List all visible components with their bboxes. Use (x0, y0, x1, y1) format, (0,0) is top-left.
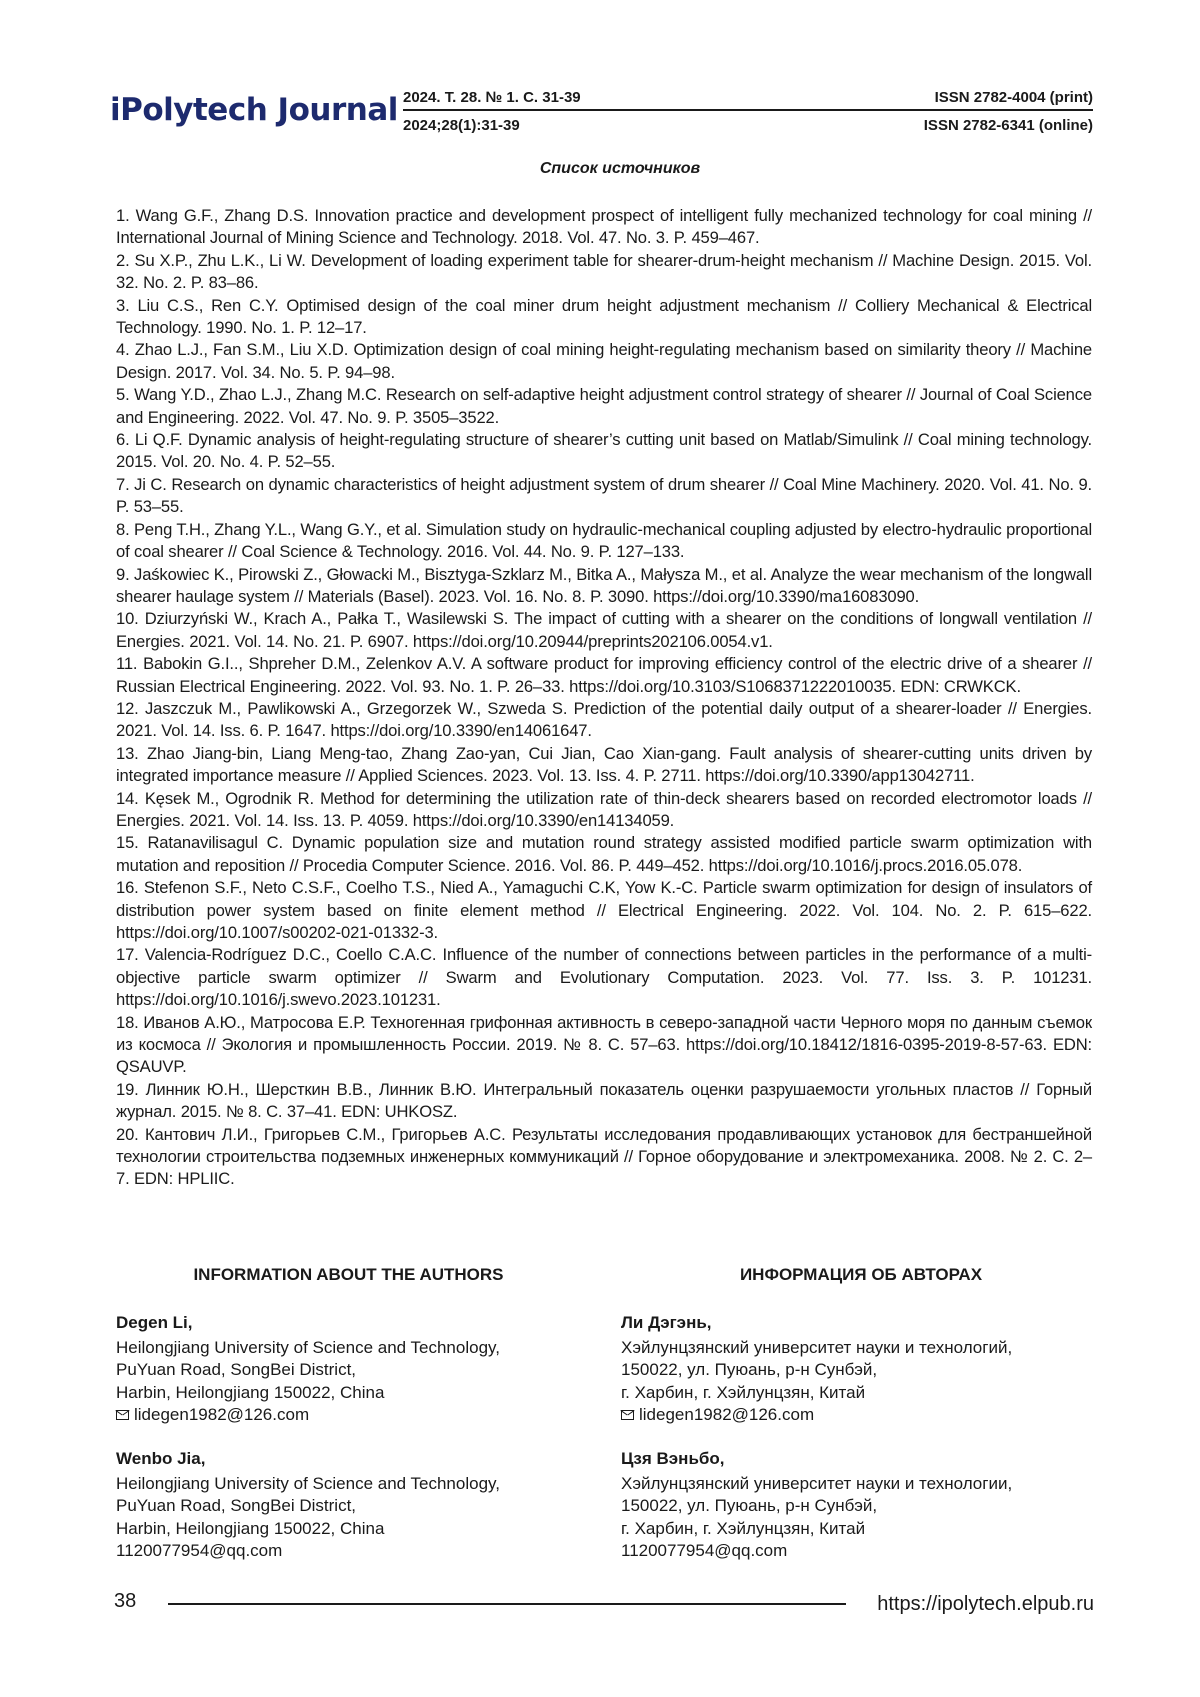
reference-item: 8. Peng T.H., Zhang Y.L., Wang G.Y., et al. Simulation study on hydraulic-mechanical coupling adjusted by electro-hydraulic proportional of coal shearer // Coal Science & Technology. 2016. Vol. 44. No. 9. P. 127–133. (116, 519, 1092, 562)
mail-icon (621, 1410, 634, 1420)
author-name: Ли Дэгэнь, (621, 1313, 712, 1333)
reference-item: 19. Линник Ю.Н., Шерсткин В.В., Линник В.Ю. Интегральный показатель оценки разрушаемости угольных пластов // Горный журнал. 2015. № 8. С. 37–41. EDN: UHKOSZ. (116, 1079, 1092, 1122)
authors-en-title: INFORMATION ABOUT THE AUTHORS (193, 1265, 504, 1284)
author-address: 150022, ул. Пуюань, р-н Сунбэй, (621, 1360, 878, 1380)
author-affiliation: Heilongjiang University of Science and Technology, (116, 1337, 500, 1357)
author-city: Harbin, Heilongjiang 150022, China (116, 1382, 385, 1402)
issn-print: ISSN 2782-4004 (print) (934, 89, 1093, 106)
author-card (116, 1448, 556, 1562)
author-address: 150022, ул. Пуюань, р-н Сунбэй, (621, 1496, 878, 1516)
reference-item: 10. Dziurzyński W., Krach A., Pałka T., Wasilewski S. The impact of cutting with a shearer on the conditions of longwall ventilation // Energies. 2021. Vol. 14. No. 21. P. 6907. https://doi.org/10.20944/preprints202106.0054.v1. (116, 609, 1092, 651)
author-affiliation: Хэйлунцзянский университет науки и технологии, (621, 1473, 1013, 1493)
journal-url[interactable]: https://ipolytech.elpub.ru (877, 1593, 1094, 1615)
references-title: Список источников (539, 160, 701, 177)
reference-item: 1. Wang G.F., Zhang D.S. Innovation practice and development prospect of intelligent fully mechanized technology for coal mining // International Journal of Mining Science and Technology. 2018. Vol. 47. No. 3. P. 459–467. (116, 206, 1092, 248)
header-divider (403, 109, 1093, 111)
reference-item: 2. Su X.P., Zhu L.K., Li W. Development of loading experiment table for shearer-drum-height mechanism // Machine Design. 2015. Vol. 32. No. 2. P. 83–86. (116, 250, 1092, 293)
reference-list (116, 205, 1092, 1191)
reference-item: 12. Jaszczuk M., Pawlikowski A., Grzegorzek W., Szweda S. Prediction of the potential daily output of a shearer-loader // Energies. 2021. Vol. 14. Iss. 6. P. 1647. https://doi.org/10.3390/en14061647. (116, 698, 1092, 741)
author-address: PuYuan Road, SongBei District, (116, 1360, 357, 1380)
reference-item: 16. Stefenon S.F., Neto C.S.F., Coelho T.S., Nied A., Yamaguchi C.K, Yow K.-C. Particle swarm optimization for design of insulators of distribution power system based on finite element method // Electrical Engineering. 2022. Vol. 104. No. 2. P. 615–622. https://doi.org/10.1007/s00202-021-01332-3. (116, 878, 1092, 942)
issn-online: ISSN 2782-6341 (online) (923, 117, 1093, 134)
author-city: Harbin, Heilongjiang 150022, China (116, 1518, 385, 1538)
author-affiliation: Хэйлунцзянский университет науки и технологий, (621, 1337, 1013, 1357)
reference-item: 5. Wang Y.D., Zhao L.J., Zhang M.C. Research on self-adaptive height adjustment control strategy of shearer // Journal of Coal Science and Engineering. 2022. Vol. 47. No. 9. P. 3505–3522. (116, 385, 1092, 427)
author-email[interactable]: lidegen1982@126.com (639, 1405, 815, 1425)
author-email[interactable]: 1120077954@qq.com (116, 1541, 283, 1561)
author-email-row (621, 1404, 1061, 1426)
reference-item: 14. Kęsek M., Ogrodnik R. Method for determining the utilization rate of thin-deck shearers based on recorded electromotor loads // Energies. 2021. Vol. 14. Iss. 13. P. 4059. https://doi.org/10.3390/en14134059. (116, 788, 1092, 830)
page-number: 38 (114, 1590, 137, 1612)
author-city: г. Харбин, г. Хэйлунцзян, Китай (621, 1518, 866, 1538)
reference-item: 17. Valencia-Rodríguez D.C., Coello C.A.C. Influence of the number of connections between particles in the performance of a multi-objective particle swarm optimizer // Swarm and Evolutionary Computation. 2023. Vol. 77. Iss. 3. P. 101231. https://doi.org/10.1016/j.swevo.2023.101231. (116, 945, 1092, 1010)
author-affiliation: Heilongjiang University of Science and Technology, (116, 1473, 500, 1493)
reference-item: 3. Liu C.S., Ren C.Y. Optimised design of the coal miner drum height adjustment mechanism // Colliery Mechanical & Electrical Technology. 1990. No. 1. P. 12–17. (116, 295, 1092, 338)
author-email[interactable]: 1120077954@qq.com (621, 1541, 788, 1561)
journal-logo: iPolytech Journal (110, 92, 398, 128)
reference-item: 4. Zhao L.J., Fan S.M., Liu X.D. Optimization design of coal mining height-regulating mechanism based on similarity theory // Machine Design. 2017. Vol. 34. No. 5. P. 94–98. (116, 340, 1092, 382)
reference-item: 18. Иванов А.Ю., Матросова Е.Р. Техногенная грифонная активность в северо-западной части Черного моря по данным съемок из космоса // Экология и промышленность России. 2019. № 8. С. 57–63. https://doi.org/10.18412/1816-0395-2019-8-57-63. EDN: QSAUVP. (116, 1012, 1092, 1077)
author-name: Wenbo Jia, (116, 1449, 206, 1469)
reference-item: 20. Кантович Л.И., Григорьев С.М., Григорьев А.С. Результаты исследования продавливающих установок для бестраншейной технологии строительства подземных инженерных коммуникаций // Горное оборудование и электромеханика. 2008. № 2. С. 2–7. EDN: HPLIIC. (116, 1124, 1092, 1189)
reference-item: 11. Babokin G.I.., Shpreher D.M., Zelenkov A.V. A software product for improving efficiency control of the electric drive of a shearer // Russian Electrical Engineering. 2022. Vol. 93. No. 1. P. 26–33. https://doi.org/10.3103/S1068371222010035. EDN: CRWKCK. (116, 654, 1092, 696)
author-name: Degen Li, (116, 1313, 193, 1333)
author-city: г. Харбин, г. Хэйлунцзян, Китай (621, 1382, 866, 1402)
author-address: PuYuan Road, SongBei District, (116, 1496, 357, 1516)
authors-en-column (116, 1264, 556, 1584)
author-card (116, 1312, 556, 1426)
reference-item: 9. Jaśkowiec K., Pirowski Z., Głowacki M., Bisztyga-Szklarz M., Bitka A., Małysza M., et al. Analyze the wear mechanism of the longwall shearer haulage system // Materials (Basel). 2023. Vol. 16. No. 8. P. 3090. https://doi.org/10.3390/ma16083090. (116, 564, 1092, 606)
author-email-row (116, 1404, 556, 1426)
authors-ru-column (621, 1264, 1061, 1584)
mail-icon (116, 1410, 129, 1420)
reference-item: 15. Ratanavilisagul C. Dynamic population size and mutation round strategy assisted modified particle swarm optimization with mutation and reposition // Procedia Computer Science. 2016. Vol. 86. P. 449–452. https://doi.org/10.1016/j.procs.2016.05.078. (116, 833, 1092, 875)
reference-item: 13. Zhao Jiang-bin, Liang Meng-tao, Zhang Zao-yan, Cui Jian, Cao Xian-gang. Fault analysis of shearer-cutting units driven by integrated importance measure // Applied Sciences. 2023. Vol. 13. Iss. 4. P. 2711. https://doi.org/10.3390/app13042711. (116, 743, 1092, 786)
author-card (621, 1312, 1061, 1426)
citation-ru: 2024. Т. 28. № 1. С. 31-39 (403, 89, 581, 106)
citation-en: 2024;28(1):31-39 (403, 117, 520, 134)
reference-item: 7. Ji C. Research on dynamic characteristics of height adjustment system of drum shearer // Coal Mine Machinery. 2020. Vol. 41. No. 9. P. 53–55. (116, 474, 1092, 517)
footer-divider (168, 1603, 846, 1605)
author-email[interactable]: lidegen1982@126.com (134, 1405, 310, 1425)
authors-ru-title: ИНФОРМАЦИЯ ОБ АВТОРАХ (739, 1265, 983, 1284)
author-card (621, 1448, 1061, 1562)
reference-item: 6. Li Q.F. Dynamic analysis of height-regulating structure of shearer’s cutting unit based on Matlab/Simulink // Coal mining technology. 2015. Vol. 20. No. 4. P. 52–55. (116, 430, 1092, 472)
author-name: Цзя Вэньбо, (621, 1449, 725, 1469)
